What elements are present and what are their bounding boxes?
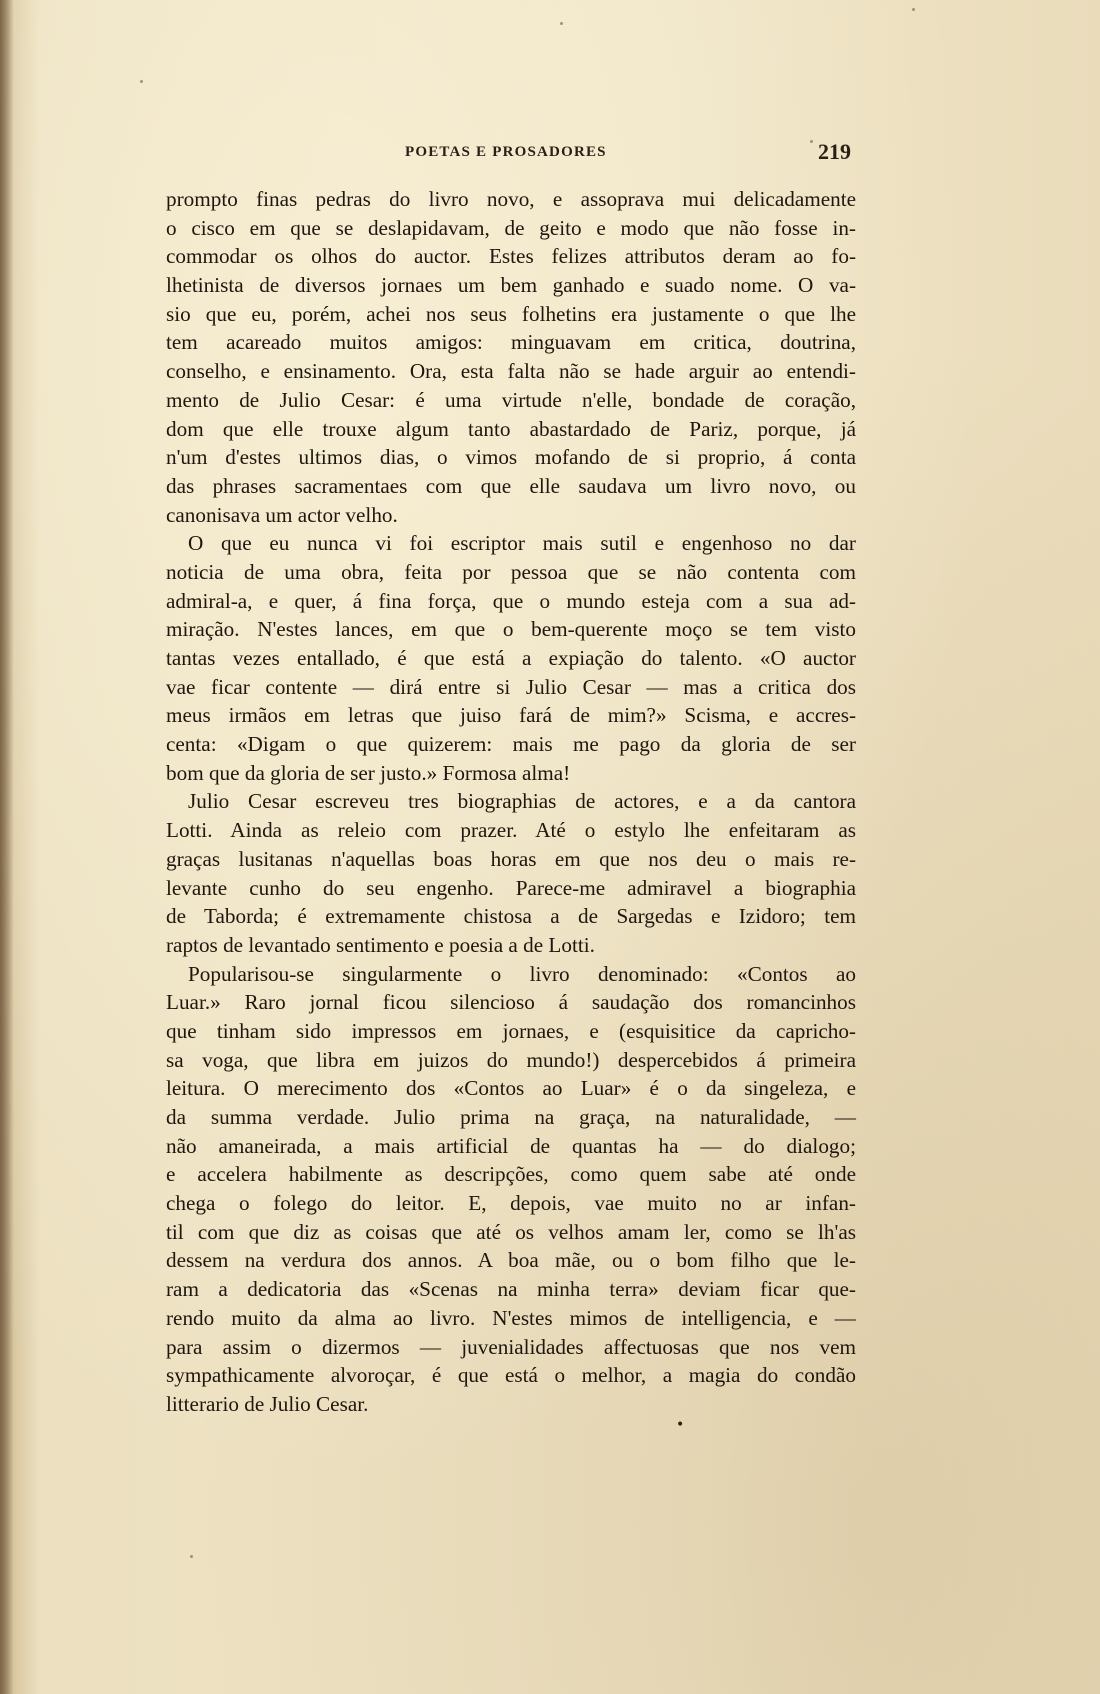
text-line: das phrases sacramentaes com que elle saudava um livro novo, ou <box>166 473 856 498</box>
paper-speck <box>560 22 563 25</box>
text-line: meus irmãos em letras que juiso fará de mim?» Scisma, e accres- <box>166 703 856 728</box>
paper-speck <box>810 140 813 143</box>
text-line: sa voga, que libra em juizos do mundo!) despercebidos á primeira <box>166 1047 856 1072</box>
text-line: miração. N'estes lances, em que o bem-querente moço se tem visto <box>166 617 856 642</box>
text-line: lhetinista de diversos jornaes um bem ganhado e suado nome. O va- <box>166 273 856 298</box>
text-line: rendo muito da alma ao livro. N'estes mimos de intelligencia, e — <box>166 1305 856 1330</box>
text-line: não amaneirada, a mais artificial de quantas ha — do dialogo; <box>166 1133 856 1158</box>
spine-shadow <box>0 0 14 1694</box>
paragraph-first-line: Popularisou-se singularmente o livro denominado: «Contos ao <box>188 961 856 986</box>
paper-speck <box>190 1555 193 1558</box>
text-line: graças lusitanas n'aquellas boas horas em que nos deu o mais re- <box>166 846 856 871</box>
text-line: commodar os olhos do auctor. Estes felizes attributos deram ao fo- <box>166 244 856 269</box>
text-line: mento de Julio Cesar: é uma virtude n'elle, bondade de coração, <box>166 387 856 412</box>
text-line: Luar.» Raro jornal ficou silencioso á saudação dos romancinhos <box>166 990 856 1015</box>
text-line: sympathicamente alvoroçar, é que está o melhor, a magia do condão <box>166 1363 856 1388</box>
text-line: centa: «Digam o que quizerem: mais me pago da gloria de ser <box>166 732 856 757</box>
text-line: para assim o dizermos — juvenialidades affectuosas que nos vem <box>166 1334 856 1359</box>
text-line: prompto finas pedras do livro novo, e assoprava mui delicadamente <box>166 187 856 211</box>
text-line: dom que elle trouxe algum tanto abastardado de Pariz, porque, já <box>166 416 856 441</box>
paragraph-first-line: O que eu nunca vi foi escriptor mais sutil e engenhoso no dar <box>188 531 856 556</box>
text-line: n'um d'estes ultimos dias, o vimos mofando de si proprio, á conta <box>166 445 856 470</box>
text-line: tem acareado muitos amigos: minguavam em critica, doutrina, <box>166 330 856 355</box>
text-line: Lotti. Ainda as releio com prazer. Até o estylo lhe enfeitaram as <box>166 818 856 843</box>
text-line: tantas vezes entallado, é que está a expiação do talento. «O auctor <box>166 646 856 670</box>
text-line: e accelera habilmente as descripções, como quem sabe até onde <box>166 1162 856 1187</box>
paragraph-end-line: canonisava um actor velho. <box>166 502 398 527</box>
text-line: ram a dedicatoria das «Scenas na minha terra» deviam ficar que- <box>166 1277 856 1302</box>
paragraph-end-line: litterario de Julio Cesar. <box>166 1391 369 1416</box>
paragraph-end-line: raptos de levantado sentimento e poesia a de Lotti. <box>166 932 595 957</box>
ornament-dot-icon: • <box>676 1417 685 1433</box>
paper-speck <box>912 8 915 11</box>
body-text <box>166 185 856 1419</box>
running-head: POETAS E PROSADORES <box>405 144 607 160</box>
text-line: o cisco em que se deslapidavam, de geito e modo que não fosse in- <box>166 215 856 240</box>
text-line: levante cunho do seu engenho. Parece-me admiravel a biographia <box>166 875 856 900</box>
text-line: dessem na verdura dos annos. A boa mãe, ou o bom filho que le- <box>166 1248 856 1273</box>
page-number: 219 <box>818 139 851 164</box>
text-line: de Taborda; é extremamente chistosa a de Sargedas e Izidoro; tem <box>166 904 856 929</box>
text-line: leitura. O merecimento dos «Contos ao Luar» é o da singeleza, e <box>166 1076 856 1101</box>
text-line: noticia de uma obra, feita por pessoa que se não contenta com <box>166 559 856 584</box>
paragraph-first-line: Julio Cesar escreveu tres biographias de actores, e a da cantora <box>188 789 856 814</box>
text-line: que tinham sido impressos em jornaes, e (esquisitice da capricho- <box>166 1018 856 1043</box>
text-line: vae ficar contente — dirá entre si Julio Cesar — mas a critica dos <box>166 674 856 699</box>
text-line: til com que diz as coisas que até os velhos amam ler, como se lh'as <box>166 1219 856 1244</box>
text-line: admiral-a, e quer, á fina força, que o mundo esteja com a sua ad- <box>166 588 856 613</box>
text-line: sio que eu, porém, achei nos seus folhetins era justamente o que lhe <box>166 301 856 326</box>
text-line: conselho, e ensinamento. Ora, esta falta não se hade arguir ao entendi- <box>166 359 856 384</box>
paper-speck <box>140 80 143 83</box>
text-line: chega o folego do leitor. E, depois, vae muito no ar infan- <box>166 1191 856 1216</box>
text-line: da summa verdade. Julio prima na graça, na naturalidade, — <box>166 1105 856 1129</box>
paragraph-end-line: bom que da gloria de ser justo.» Formosa alma! <box>166 760 571 785</box>
